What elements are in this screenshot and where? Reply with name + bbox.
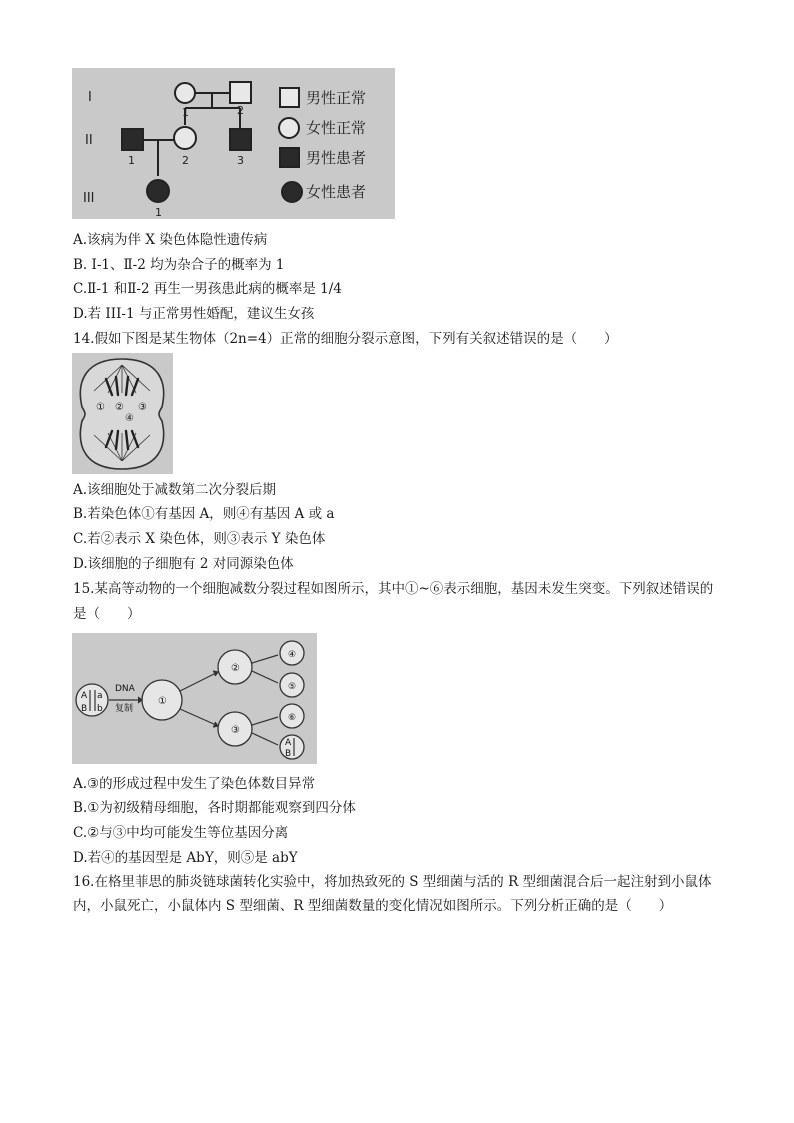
legend-female-normal: 女性正常: [306, 119, 367, 137]
cell-1-label: ①: [158, 696, 167, 707]
gene-b-label: b: [97, 704, 103, 714]
cell-7: [280, 735, 304, 759]
chromosome-4-label: ④: [125, 413, 134, 424]
cell-2-label: ②: [231, 663, 240, 674]
meiosis-diagram: [72, 633, 317, 764]
end-gene-B-label: B: [285, 749, 292, 759]
ind-II2-label: 2: [182, 154, 189, 167]
q15-option-d: D.若④的基因型是 AbY，则⑤是 abY: [73, 850, 298, 866]
q14-option-c: C.若②表示 X 染色体，则③表示 Y 染色体: [73, 531, 326, 547]
q14-option-d: D.该细胞的子细胞有 2 对同源染色体: [73, 556, 294, 572]
ind-III1-label: 1: [155, 206, 162, 219]
q13-option-d: D.若 III-1 与正常男性婚配，建议生女孩: [73, 306, 315, 322]
pedigree-II3-male-affected: [230, 129, 251, 150]
pedigree-I1-female-normal: [175, 83, 195, 103]
pedigree-III1-female-affected: [147, 180, 169, 202]
legend-female-normal-icon: [279, 118, 299, 138]
cell-division-figure: [72, 353, 173, 474]
cell-division-diagram: [72, 353, 173, 474]
legend-male-normal-icon: [280, 88, 299, 107]
cell-6-label: ⑥: [288, 713, 297, 723]
q14-stem: 14.假如下图是某生物体（2n=4）正常的细胞分裂示意图，下列有关叙述错误的是（ ）: [73, 331, 618, 347]
ind-II3-label: 3: [237, 154, 244, 167]
pedigree-figure: [72, 68, 395, 219]
legend-male-affected: 男性患者: [306, 149, 367, 167]
legend-female-affected: 女性患者: [306, 183, 367, 201]
replication-label: 复制: [115, 704, 134, 714]
pedigree-II2-female-normal: [174, 127, 196, 149]
meiosis-figure: [72, 633, 317, 764]
pedigree-II1-male-affected: [122, 129, 143, 150]
ind-I2-label: 2: [237, 104, 244, 117]
chromosome-2-label: ②: [115, 402, 124, 413]
gene-B-label: B: [81, 704, 88, 714]
legend-male-normal: 男性正常: [306, 89, 367, 107]
q16-stem: 16.在格里菲思的肺炎链球菌转化实验中，将加热致死的 S 型细菌与活的 R 型细菌混合后一起注射到小鼠体内，小鼠死亡，小鼠体内 S 型细菌、R 型细菌数量的变化情况如图所示。下列分析正确的是（ ）: [73, 874, 712, 914]
q15-option-b: B.①为初级精母细胞，各时期都能观察到四分体: [73, 800, 356, 816]
q15-option-a: A.③的形成过程中发生了染色体数目异常: [73, 776, 316, 792]
q13-option-c: C.Ⅱ-1 和Ⅱ-2 再生一男孩患此病的概率是 1/4: [73, 281, 342, 297]
gen-III-label: III: [83, 191, 95, 206]
q14-option-a: A.该细胞处于减数第二次分裂后期: [73, 482, 277, 498]
cell-5-label: ⑤: [288, 682, 297, 692]
legend-male-affected-icon: [280, 148, 299, 167]
legend-female-affected-icon: [282, 182, 302, 202]
gene-a-label: a: [97, 691, 103, 701]
q13-option-b: B. Ⅰ-1、Ⅱ-2 均为杂合子的概率为 1: [73, 257, 285, 273]
q13-option-a: A.该病为伴 X 染色体隐性遗传病: [73, 232, 268, 248]
pedigree-I2-male-normal: [230, 82, 251, 103]
dna-label: DNA: [115, 684, 135, 694]
ind-I1-label: 1: [182, 106, 189, 119]
pedigree-diagram: [72, 68, 395, 219]
q15-option-c: C.②与③中均可能发生等位基因分离: [73, 825, 289, 841]
cell-4-label: ④: [288, 650, 297, 660]
gen-I-label: I: [88, 90, 92, 105]
gene-A-label: A: [81, 691, 88, 701]
q15-stem-line2: 是（ ）: [73, 606, 141, 622]
q15-stem-line1: 15.某高等动物的一个细胞减数分裂过程如图所示，其中①~⑥表示细胞，基因未发生突变。下列叙述错误的: [73, 581, 714, 597]
end-gene-A-label: A: [285, 738, 292, 748]
cell-3-label: ③: [231, 725, 240, 736]
ind-II1-label: 1: [128, 154, 135, 167]
chromosome-1-label: ①: [96, 402, 105, 413]
chromosome-3-label: ③: [138, 402, 147, 413]
q14-option-b: B.若染色体①有基因 A，则④有基因 A 或 a: [73, 506, 335, 522]
gen-II-label: II: [85, 133, 93, 148]
